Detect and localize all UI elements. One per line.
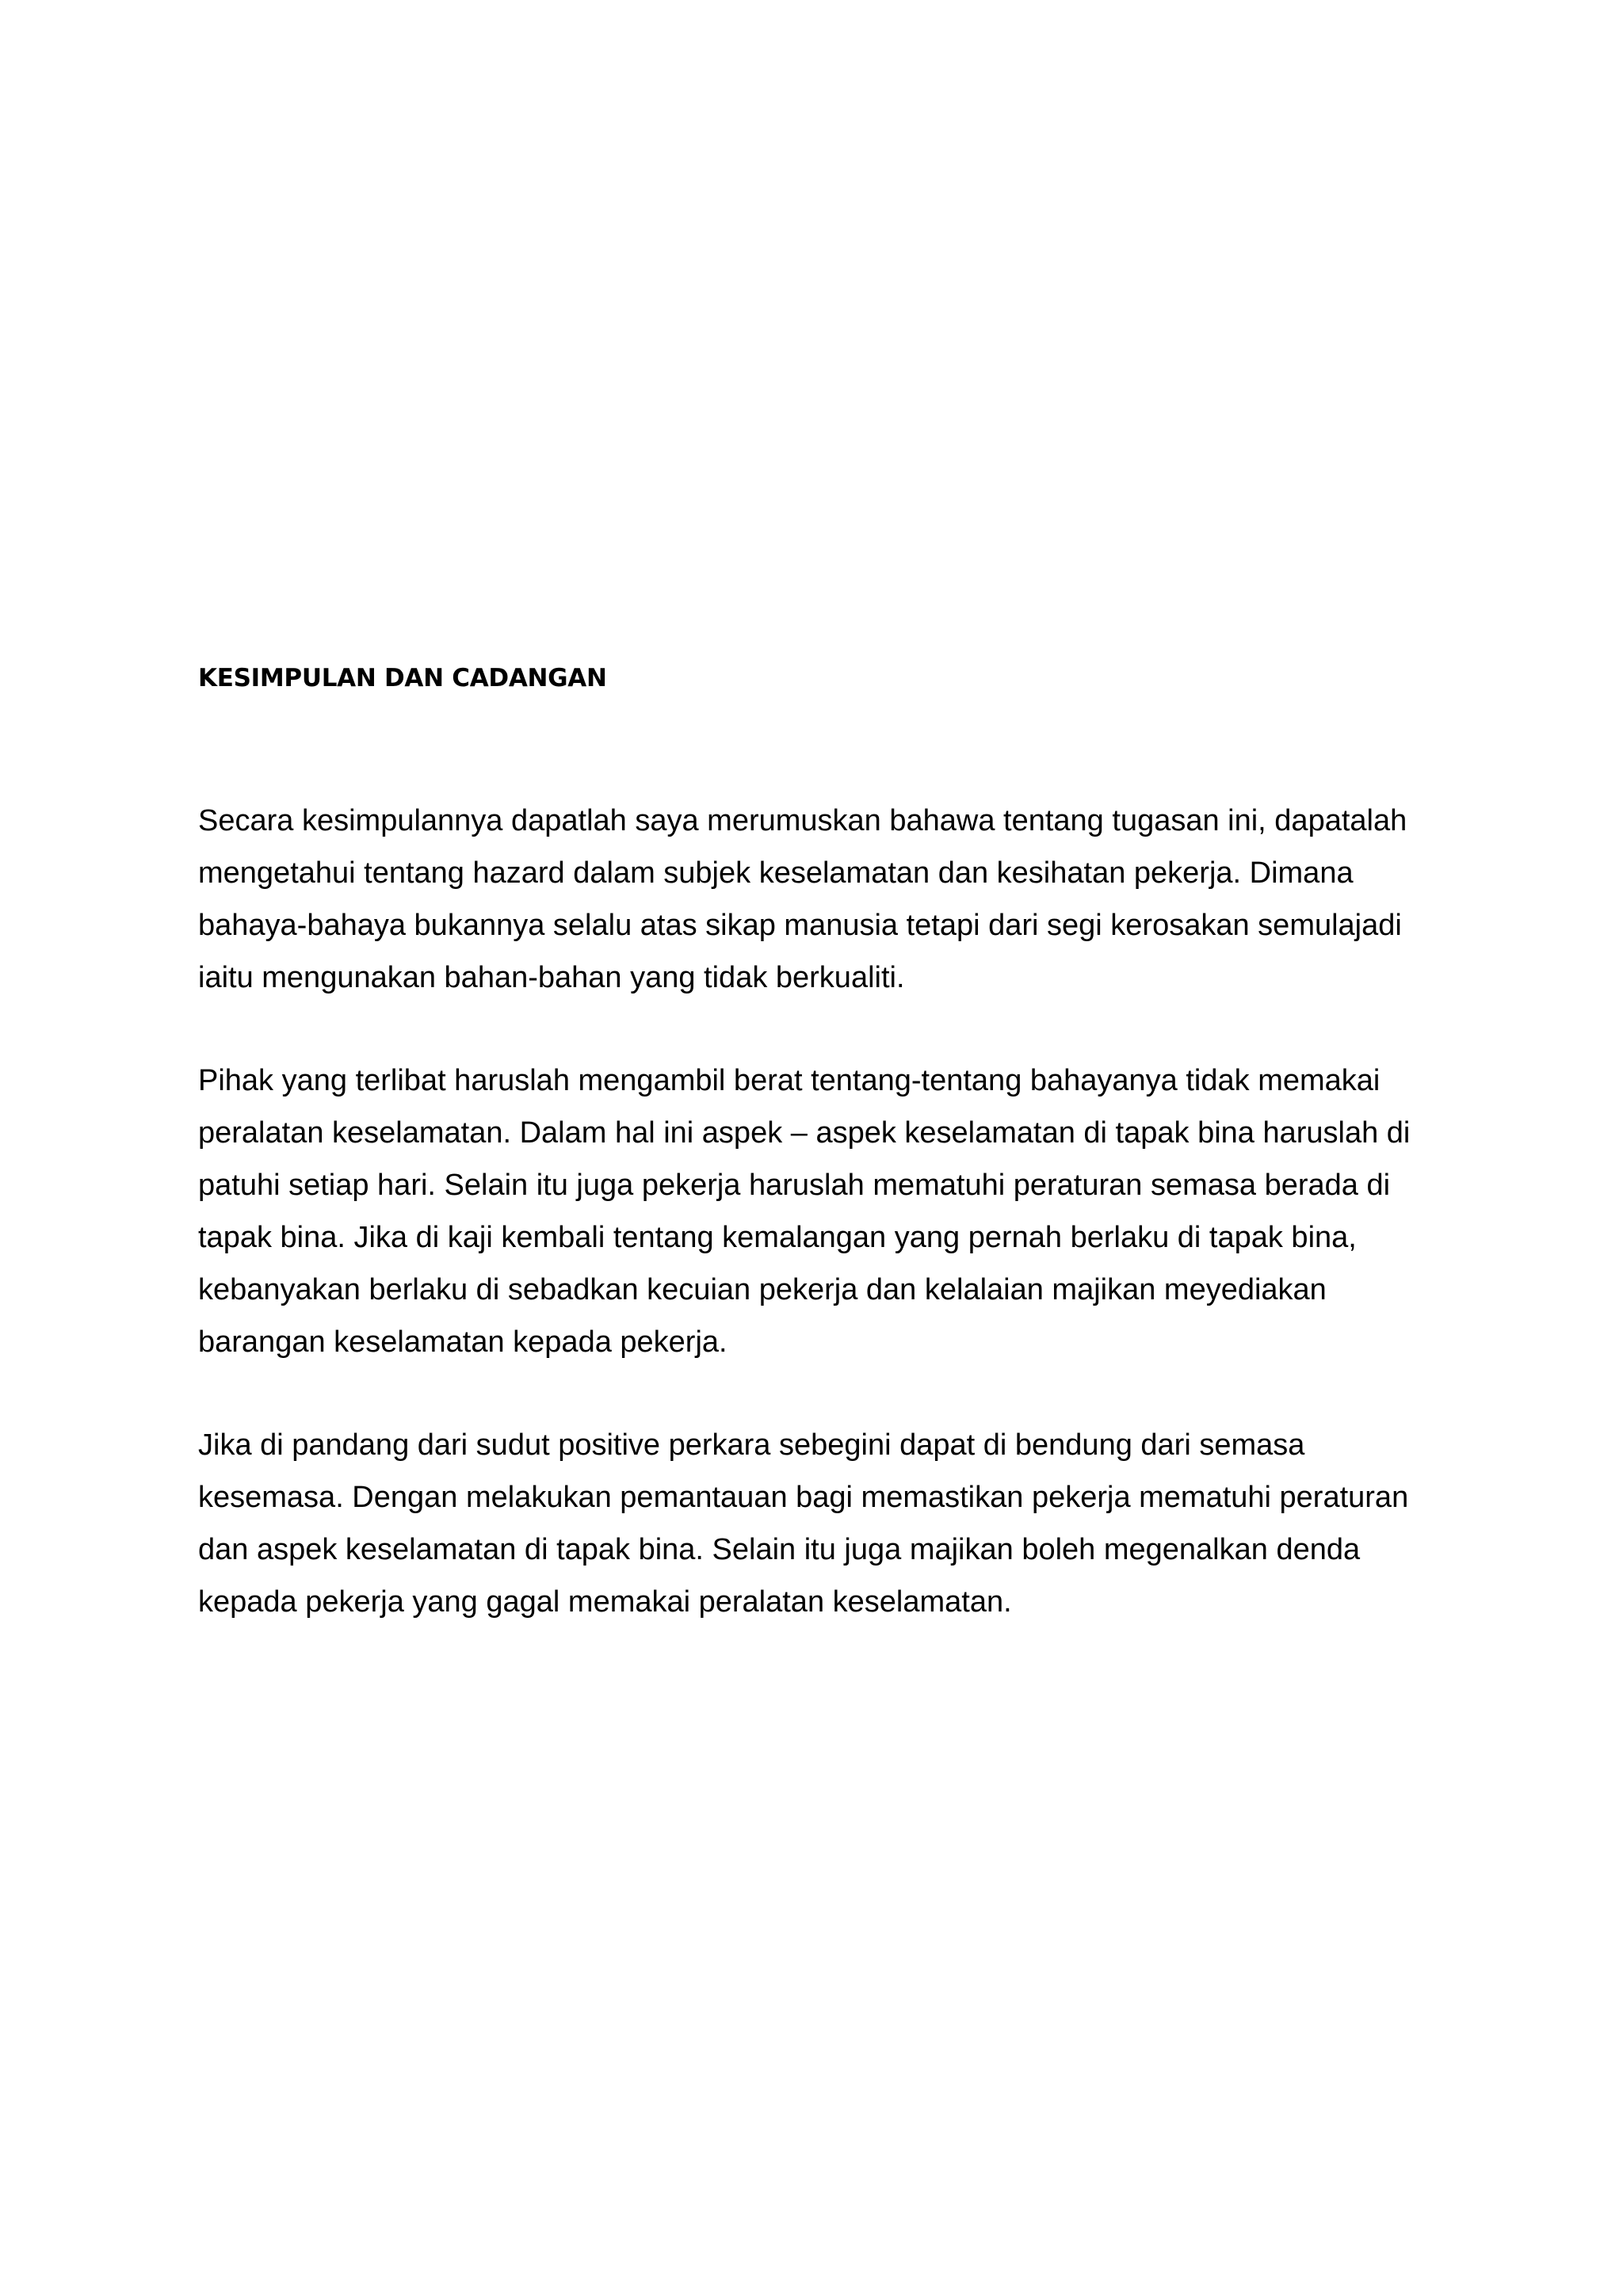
paragraph-line: barangan keselamatan kepada pekerja. — [198, 1325, 727, 1359]
paragraph-line: iaitu mengunakan bahan-bahan yang tidak berkualiti. — [198, 961, 905, 994]
section-heading: KESIMPULAN DAN CADANGAN — [198, 664, 607, 692]
paragraph-line: bahaya-bahaya bukannya selalu atas sikap manusia tetapi dari segi kerosakan semulajadi — [198, 909, 1402, 942]
paragraph-line: kesemasa. Dengan melakukan pemantauan bagi memastikan pekerja mematuhi peraturan — [198, 1481, 1409, 1514]
paragraph-conclusion — [198, 795, 1434, 1004]
paragraph-line: patuhi setiap hari. Selain itu juga pekerja haruslah mematuhi peraturan semasa berada di — [198, 1169, 1391, 1202]
paragraph-line: tapak bina. Jika di kaji kembali tentang kemalangan yang pernah berlaku di tapak bina, — [198, 1221, 1357, 1254]
paragraph-responsibility — [198, 1055, 1434, 1368]
paragraph-line: Jika di pandang dari sudut positive perkara sebegini dapat di bendung dari semasa — [198, 1428, 1305, 1462]
paragraph-line: kebanyakan berlaku di sebadkan kecuian pekerja dan kelalaian majikan meyediakan — [198, 1273, 1327, 1306]
paragraph-line: Secara kesimpulannya dapatlah saya merumuskan bahawa tentang tugasan ini, dapatalah — [198, 804, 1407, 837]
paragraph-line: kepada pekerja yang gagal memakai peralatan keselamatan. — [198, 1585, 1012, 1619]
paragraph-line: mengetahui tentang hazard dalam subjek keselamatan dan kesihatan pekerja. Dimana — [198, 856, 1354, 890]
paragraph-recommendation — [198, 1419, 1434, 1628]
paragraph-line: dan aspek keselamatan di tapak bina. Selain itu juga majikan boleh megenalkan denda — [198, 1533, 1361, 1566]
paragraph-line: peralatan keselamatan. Dalam hal ini aspek – aspek keselamatan di tapak bina haruslah di — [198, 1116, 1411, 1150]
paragraph-line: Pihak yang terlibat haruslah mengambil berat tentang-tentang bahayanya tidak memakai — [198, 1064, 1381, 1097]
